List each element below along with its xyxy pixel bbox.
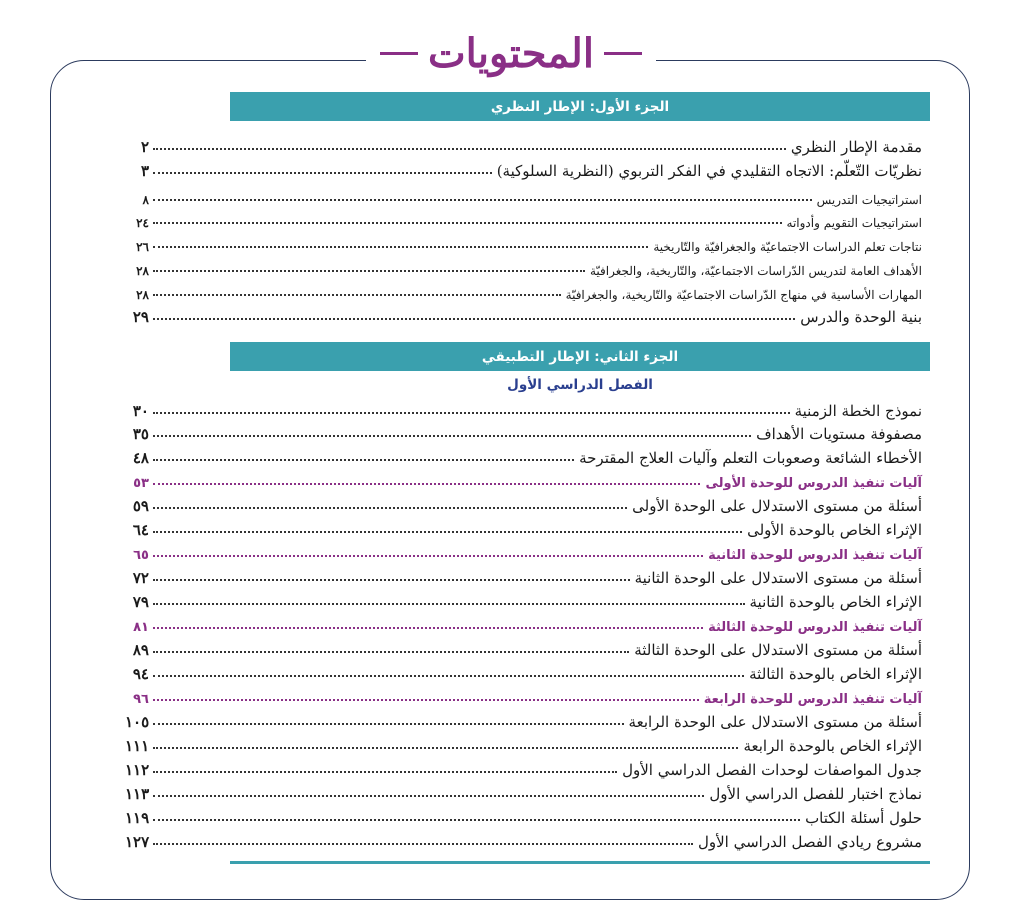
part2-entry[interactable]: [125, 829, 922, 851]
entry-page-number: ٤٨: [132, 449, 149, 467]
entry-label: آليات تنفيذ الدروس للوحدة الأولى: [705, 476, 922, 491]
entry-page-number: ٢٩: [132, 308, 149, 326]
dot-leader: [153, 412, 790, 414]
dot-leader: [153, 199, 812, 201]
entry-page-number: ٦٤: [132, 521, 149, 539]
entry-page-number: ٢٤: [136, 216, 149, 230]
part1-entry[interactable]: [125, 256, 922, 278]
part2-entry[interactable]: [125, 709, 922, 731]
entry-page-number: ٣: [140, 162, 149, 180]
entry-label: المهارات الأساسية في منهاج الدّراسات الاجتماعيّة والتّاريخية، والجغرافيّة: [565, 288, 922, 302]
entry-label: بنية الوحدة والدرس: [800, 308, 922, 326]
part2-entry[interactable]: [125, 661, 922, 683]
entry-label: مقدمة الإطار النظري: [790, 138, 922, 156]
part2-entry[interactable]: [125, 493, 922, 515]
part1-entry[interactable]: [125, 134, 922, 156]
part2-entry[interactable]: [125, 421, 922, 443]
dot-leader: [153, 795, 704, 797]
entry-page-number: ٢٨: [136, 264, 149, 278]
dot-leader: [153, 148, 786, 150]
entry-label: الإثراء الخاص بالوحدة الأولى: [747, 521, 922, 539]
dot-leader: [153, 483, 700, 485]
entry-label: نماذج اختبار للفصل الدراسي الأول: [709, 785, 922, 803]
entry-label: أسئلة من مستوى الاستدلال على الوحدة الثالثة: [634, 641, 922, 659]
part1-heading-band: [230, 92, 930, 121]
entry-label: أسئلة من مستوى الاستدلال على الوحدة الرابعة: [628, 713, 922, 731]
part1-entry[interactable]: [125, 280, 922, 302]
entry-page-number: ٨: [142, 193, 149, 207]
title-area: [0, 22, 1022, 84]
entry-label: الإثراء الخاص بالوحدة الرابعة: [743, 737, 922, 755]
entry-page-number: ١١٣: [125, 785, 150, 803]
part2-entry[interactable]: [125, 469, 922, 491]
dot-leader: [153, 246, 648, 248]
entry-label: آليات تنفيذ الدروس للوحدة الرابعة: [703, 692, 922, 707]
dot-leader: [153, 819, 800, 821]
dot-leader: [153, 747, 738, 749]
part1-entry[interactable]: [125, 232, 922, 254]
part2-entry[interactable]: [125, 541, 922, 563]
part2-entry[interactable]: [125, 565, 922, 587]
entry-label: آليات تنفيذ الدروس للوحدة الثالثة: [708, 620, 922, 635]
page-title: [366, 30, 656, 77]
dot-leader: [153, 627, 703, 629]
entry-label: الأهداف العامة لتدريس الدّراسات الاجتماعيّة، والتّاريخية، والجغرافيّة: [589, 264, 922, 278]
entry-label: الإثراء الخاص بالوحدة الثالثة: [749, 665, 922, 683]
entry-page-number: ٣٥: [132, 425, 149, 443]
dot-leader: [153, 459, 574, 461]
entry-page-number: ٦٥: [133, 548, 149, 563]
title-rule-left: [604, 52, 642, 55]
entry-page-number: ١٠٥: [125, 713, 150, 731]
dot-leader: [153, 294, 561, 296]
dot-leader: [153, 318, 795, 320]
entry-page-number: ٧٢: [132, 569, 149, 587]
part1-entry[interactable]: [125, 158, 922, 180]
dot-leader: [153, 531, 742, 533]
entry-label: مشروع ريادي الفصل الدراسي الأول: [697, 833, 922, 851]
entry-page-number: ٨١: [133, 620, 149, 635]
part1-entry[interactable]: [125, 208, 922, 230]
entry-page-number: ٢٨: [136, 288, 149, 302]
dot-leader: [153, 172, 492, 174]
part1-heading: الجزء الأول: الإطار النظري: [490, 98, 670, 115]
entry-label: نظريّات التّعلّم: الاتجاه التقليدي في الفكر التربوي (النظرية السلوكية): [496, 162, 922, 180]
entry-page-number: ٥٣: [133, 476, 149, 491]
entry-label: أسئلة من مستوى الاستدلال على الوحدة الثانية: [634, 569, 922, 587]
dot-leader: [153, 579, 630, 581]
entry-page-number: ٩٦: [133, 692, 149, 707]
entry-label: جدول المواصفات لوحدات الفصل الدراسي الأول: [622, 761, 922, 779]
entry-label: الإثراء الخاص بالوحدة الثانية: [749, 593, 922, 611]
entry-page-number: ١١٢: [125, 761, 150, 779]
entry-label: أسئلة من مستوى الاستدلال على الوحدة الأولى: [632, 497, 922, 515]
entry-label: آليات تنفيذ الدروس للوحدة الثانية: [708, 548, 922, 563]
entry-page-number: ٢: [140, 138, 149, 156]
part2-entry[interactable]: [125, 733, 922, 755]
part2-entry[interactable]: [125, 398, 922, 420]
entry-page-number: ١١١: [125, 737, 150, 755]
entry-page-number: ٥٩: [132, 497, 149, 515]
dot-leader: [153, 507, 627, 509]
entry-page-number: ٣٠: [132, 402, 149, 420]
entry-label: استراتيجيات التدريس: [816, 193, 922, 207]
part2-entry[interactable]: [125, 685, 922, 707]
dot-leader: [153, 651, 629, 653]
part2-entry[interactable]: [125, 805, 922, 827]
dot-leader: [153, 843, 693, 845]
dot-leader: [153, 771, 617, 773]
dot-leader: [153, 555, 703, 557]
page-title-text: المحتويات: [428, 29, 594, 77]
part2-entry[interactable]: [125, 517, 922, 539]
dot-leader: [153, 603, 745, 605]
part2-entry[interactable]: [125, 445, 922, 467]
part2-entry[interactable]: [125, 613, 922, 635]
part2-heading-band: [230, 342, 930, 371]
entry-page-number: ٨٩: [132, 641, 149, 659]
dot-leader: [153, 675, 744, 677]
part1-entry[interactable]: [125, 185, 922, 207]
dot-leader: [153, 723, 623, 725]
part2-entry[interactable]: [125, 781, 922, 803]
part2-entry[interactable]: [125, 589, 922, 611]
part2-entry[interactable]: [125, 757, 922, 779]
entry-label: نموذج الخطة الزمنية: [794, 402, 922, 420]
entry-label: مصفوفة مستويات الأهداف: [756, 425, 922, 443]
entry-page-number: ١٢٧: [125, 833, 150, 851]
part2-heading: الجزء الثاني: الإطار التطبيقي: [481, 348, 679, 365]
entry-page-number: ١١٩: [125, 809, 150, 827]
semester-heading: الفصل الدراسي الأول: [507, 377, 653, 393]
dot-leader: [153, 222, 782, 224]
part2-entry[interactable]: [125, 637, 922, 659]
entry-page-number: ٧٩: [132, 593, 149, 611]
entry-page-number: ٩٤: [132, 665, 149, 683]
dot-leader: [153, 270, 585, 272]
entry-label: استراتيجيات التقويم وأدواته: [786, 216, 922, 230]
entry-label: حلول أسئلة الكتاب: [805, 809, 922, 827]
entry-label: الأخطاء الشائعة وصعوبات التعلم وآليات العلاج المقترحة: [579, 449, 922, 467]
dot-leader: [153, 435, 751, 437]
entry-label: نتاجات تعلم الدراسات الاجتماعيّة والجغرافيّة والتّاريخية: [653, 240, 922, 254]
dot-leader: [153, 699, 699, 701]
part1-entry[interactable]: [125, 304, 922, 326]
entry-page-number: ٢٦: [136, 240, 149, 254]
title-rule-right: [380, 52, 418, 55]
